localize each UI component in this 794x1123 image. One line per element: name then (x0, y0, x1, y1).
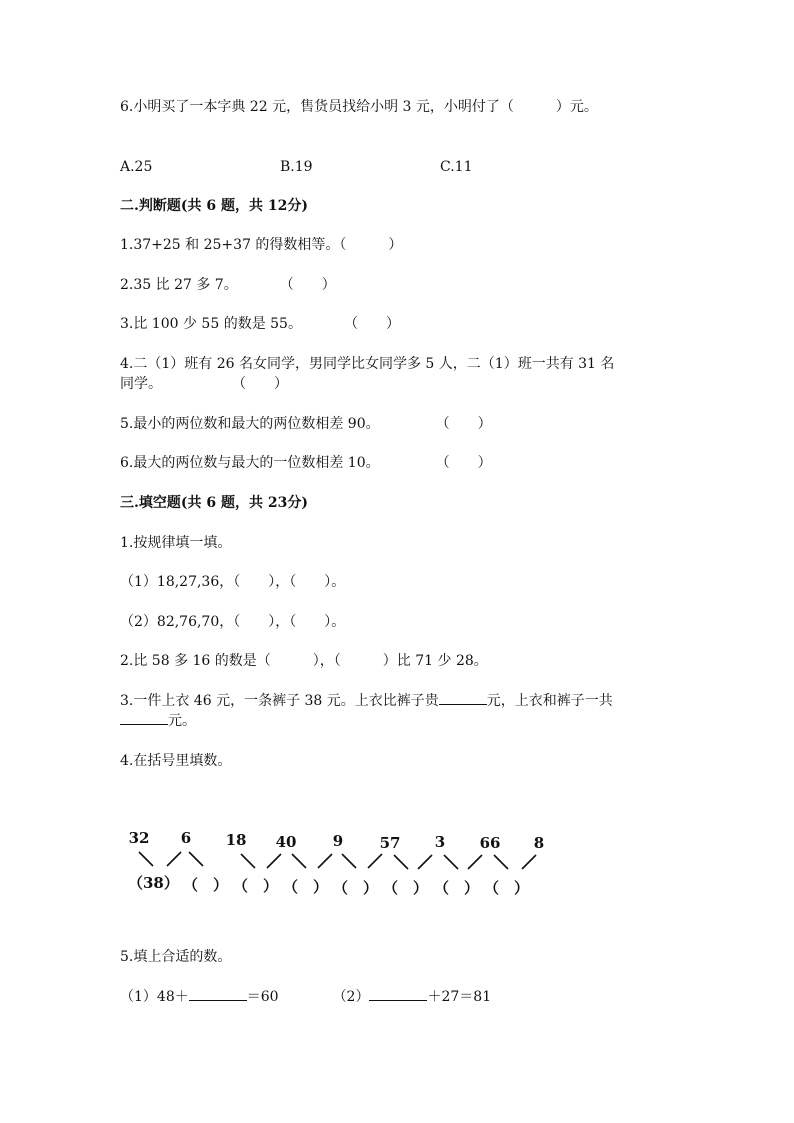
answer-paren[interactable]: （ ） (233, 877, 279, 895)
fill-q1-a: （1）18,27,36，（ ），（ ）。 (120, 574, 346, 590)
option-a[interactable]: A.25 (120, 159, 153, 175)
top-number: 9 (332, 832, 344, 850)
top-number: 8 (533, 834, 545, 852)
fill-q5-title: 5.填上合适的数。 (120, 949, 232, 965)
fill-q5-a-pre: （1）48＋ (120, 989, 189, 1005)
question-6: 6.小明买了一本字典 22 元，售货员找给小明 3 元，小明付了（ ）元。 (120, 99, 598, 115)
fill-q5-row (120, 986, 491, 1007)
top-number: 66 (479, 834, 501, 852)
fill-q3-text-b: 元，上衣和裤子一共 (486, 693, 613, 709)
fill-q3-text-a: 3.一件上衣 46 元，一条裤子 38 元。上衣比裤子贵 (120, 693, 439, 709)
option-c[interactable]: C.11 (440, 159, 473, 175)
judge-item-4: 4.二（1）班有 26 名女同学，男同学比女同学多 5 人，二（1）班一共有 31 名 (120, 356, 615, 372)
fill-q5-b-pre: （2） (332, 989, 370, 1005)
answer-paren[interactable]: （ ） (183, 876, 229, 894)
fill-blank[interactable] (369, 986, 427, 1001)
fill-q4-title: 4.在括号里填数。 (120, 753, 232, 769)
top-number: 3 (434, 833, 446, 851)
section-3-title: 三.填空题(共 6 题，共 23分) (120, 495, 308, 511)
top-number: 40 (275, 833, 297, 851)
judge-item-3: 3.比 100 少 55 的数是 55。 （ ） (120, 316, 400, 332)
answer-paren[interactable]: （ ） (283, 878, 329, 896)
fill-blank[interactable] (189, 986, 247, 1001)
fill-q3-text-c: 元。 (168, 713, 196, 729)
answer-paren: （38） (128, 874, 179, 892)
option-b[interactable]: B.19 (280, 159, 313, 175)
fill-q5-b-post: ＋27＝81 (427, 989, 492, 1005)
answer-paren[interactable]: （ ） (484, 879, 530, 897)
judge-item-2: 2.35 比 27 多 7。 （ ） (120, 277, 336, 293)
fill-q5-a-post: ＝60 (246, 989, 279, 1005)
answer-paren[interactable]: （ ） (333, 879, 379, 897)
judge-item-4-cont: 同学。 （ ） (120, 376, 288, 392)
top-number: 32 (128, 829, 150, 847)
top-number: 57 (379, 834, 401, 852)
fill-q1-b: （2）82,76,70，（ ），（ ）。 (120, 614, 346, 630)
judge-item-1: 1.37+25 和 25+37 的得数相等。（ ） (120, 237, 403, 253)
fill-q1-title: 1.按规律填一填。 (120, 535, 232, 551)
judge-item-5: 5.最小的两位数和最大的两位数相差 90。 （ ） (120, 416, 492, 432)
top-number: 6 (180, 829, 192, 847)
section-2-title: 二.判断题(共 6 题，共 12分) (120, 198, 308, 214)
judge-item-6: 6.最大的两位数与最大的一位数相差 10。 （ ） (120, 455, 492, 471)
answer-paren[interactable]: （ ） (383, 879, 429, 897)
answer-paren[interactable]: （ ） (434, 879, 480, 897)
fill-q2: 2.比 58 多 16 的数是（ ），（ ）比 71 少 28。 (120, 653, 488, 669)
top-number: 18 (225, 831, 247, 849)
